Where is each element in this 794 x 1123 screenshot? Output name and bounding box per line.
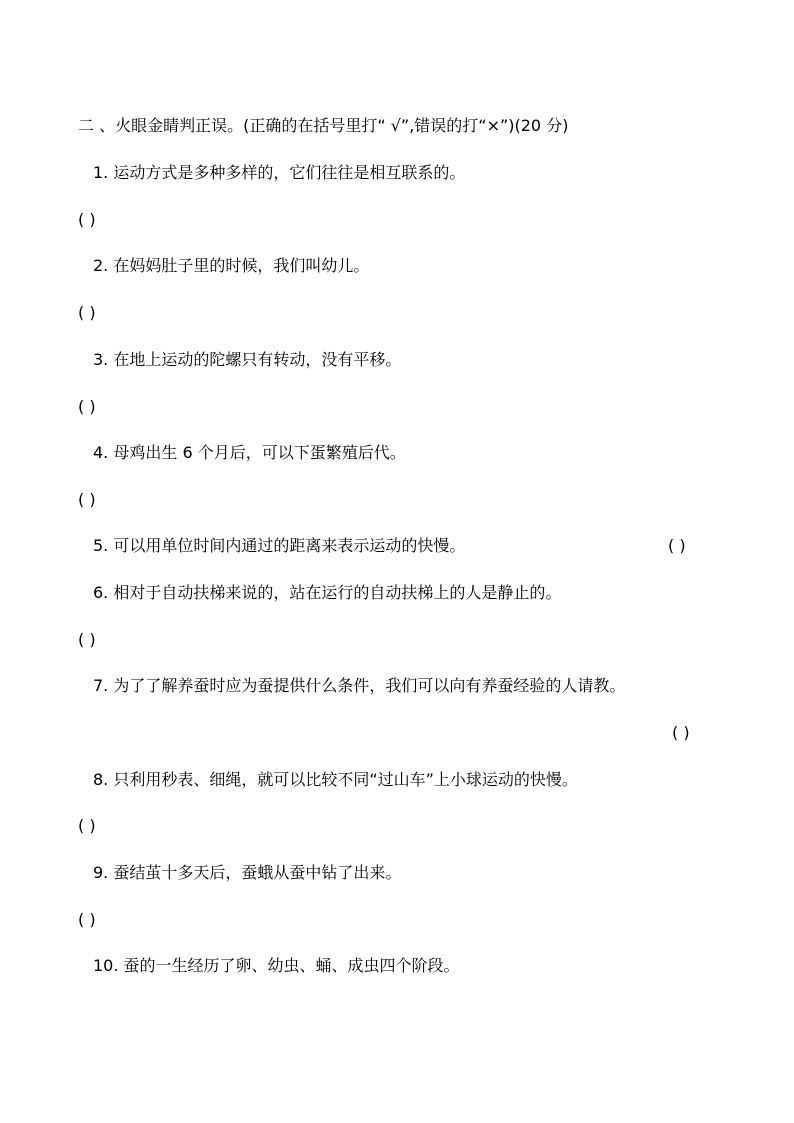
question-5: 5. 可以用单位时间内通过的距离来表示运动的快慢。 — [93, 536, 466, 555]
answer-blank-1[interactable]: ( ) — [78, 210, 96, 229]
question-6: 6. 相对于自动扶梯来说的，站在运行的自动扶梯上的人是静止的。 — [93, 583, 562, 602]
answer-blank-7[interactable]: ( ) — [672, 723, 690, 742]
question-10: 10. 蚕的一生经历了卵、幼虫、蛹、成虫四个阶段。 — [93, 956, 460, 975]
question-8: 8. 只利用秒表、细绳，就可以比较不同“过山车”上小球运动的快慢。 — [93, 770, 578, 789]
question-4: 4. 母鸡出生 6 个月后，可以下蛋繁殖后代。 — [93, 443, 406, 462]
answer-blank-9[interactable]: ( ) — [78, 910, 96, 929]
answer-blank-3[interactable]: ( ) — [78, 397, 96, 416]
answer-blank-6[interactable]: ( ) — [78, 630, 96, 649]
question-7: 7. 为了了解养蚕时应为蚕提供什么条件，我们可以向有养蚕经验的人请教。 — [93, 676, 626, 695]
answer-blank-2[interactable]: ( ) — [78, 303, 96, 322]
question-1: 1. 运动方式是多种多样的，它们往往是相互联系的。 — [93, 163, 466, 182]
section-title: 二 、火眼金睛判正误。(正确的在括号里打“ √”,错误的打“×”)(20 分) — [78, 116, 569, 135]
question-2: 2. 在妈妈肚子里的时候，我们叫幼儿。 — [93, 256, 370, 275]
question-9: 9. 蚕结茧十多天后，蚕蛾从蚕中钻了出来。 — [93, 863, 402, 882]
answer-blank-8[interactable]: ( ) — [78, 816, 96, 835]
answer-blank-5[interactable]: ( ) — [668, 536, 686, 555]
question-3: 3. 在地上运动的陀螺只有转动，没有平移。 — [93, 350, 402, 369]
answer-blank-4[interactable]: ( ) — [78, 490, 96, 509]
